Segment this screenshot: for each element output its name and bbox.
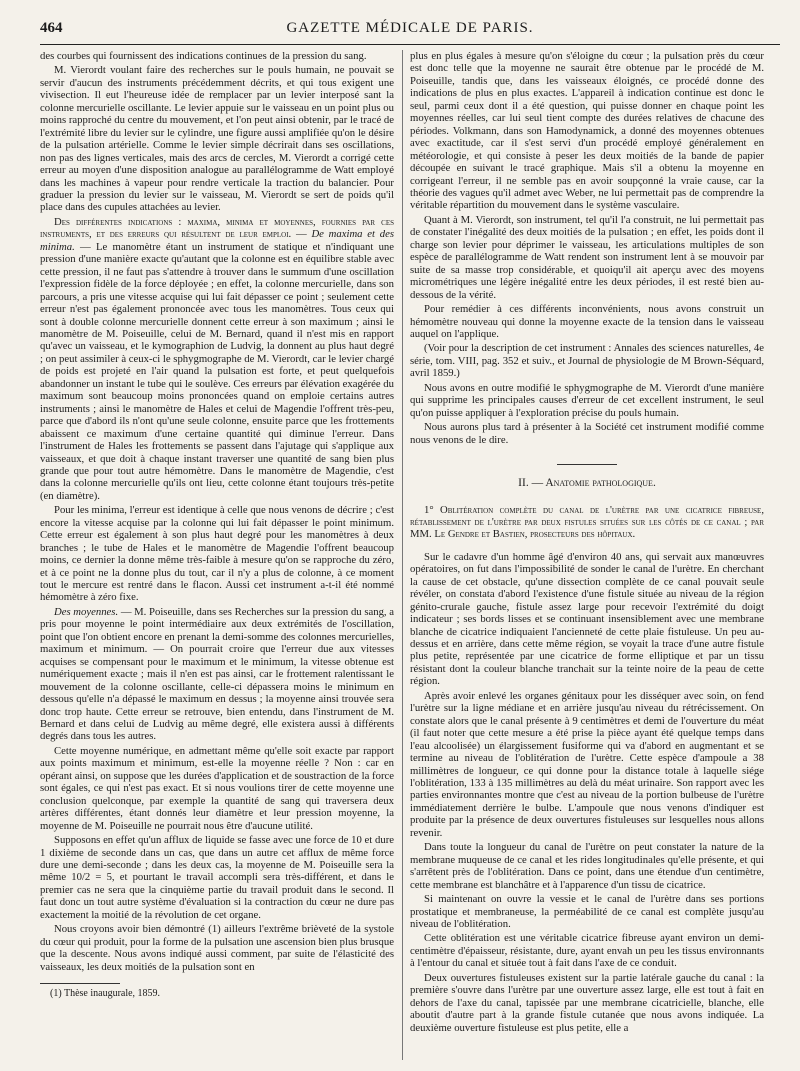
section-title: II. — Anatomie pathologique. xyxy=(518,477,656,490)
section-heading: Des différentes indications : maxima, minima et moyennes, fournies par ces instruments, et des erreurs qui résultent de leur emploi. xyxy=(40,215,394,241)
paragraph: Dans toute la longueur du canal de l'urètre on peut constater la nature de la membrane muqueuse de ce canal et les rides longitudinales qu'elle présente, et qui s'arrêtent près de l'oblitération. Dans ce point, dans une étendue d'un centimètre, cette membrane est blanchâtre et à l'apparence d'un tissu de cicatrice. xyxy=(410,841,764,891)
article-subtitle: 1° Oblitération complète du canal de l'urètre par une cicatrice fibreuse, rétablissement de l'urètre par deux fistules situées sur les côtés de ce canal ; par MM. Le Gendre et Bastien, prosecteurs des hôpitaux. xyxy=(410,503,764,541)
paragraph: M. Vierordt voulant faire des recherches sur le pouls humain, ne pouvait se servir d'aucun des instruments précédemment décrits, et qui tous exigent une vivisection. Il eut l'heureuse idée de remplacer par un levier interposé sant la colonne mercurielle oscillante. Le levier appuie sur le vaisseau en un point plus ou moins rapproché du centre du mouvement, et l'on peut ainsi obtenir, par le tracé de l'extrémité libre du levier sur le cylindre, une figure aussi amplifiée qu'on le désire de la pulsation artérielle. Comme le levier simple décrirait dans ses oscillations, non pas des lignes verticales, mais des arcs de cercles, M. Vierordt a corrigé cette erreur au moyen d'une disposition analogue au parallélogramme de Watt employé dans les machines à vapeur pour rendre verticale la traction du balancier. Pour graduer la pression du levier sur le vaisseau, M. Vierordt se sert de poids qu'il place dans des cupules attachées au levier. xyxy=(40,64,394,214)
right-column xyxy=(410,50,764,1036)
footnote-rule xyxy=(40,983,120,984)
subheading: Des moyennes. xyxy=(54,605,119,618)
paragraph-text: — Le manomètre étant un instrument de statique et n'indiquant une pression d'une manière exacte qu'autant que la colonne est en équilibre stable avec cette pression, il ne faut pas s'attendre à trouver dans le summum d'une oscillation l'expression fidèle de la force déployée ; en effet, la colonne mercurielle, dans son parcours, a pris une vitesse acquise qui lui fait dépasser ce point ; seulement cette erreur n'est pas également prononcée avec tous les manomètres. Tous ceux qui sont à double colonne mercurielle donnent cette erreur à son maximum ; ainsi le manomètre de M. Poiseuille, celui de M. Bernard, quand il n'est mis en rapport qu'avec un vaisseau, et le kymographion de Ludvig, la donnent au plus haut degré ; on peut assimiler à ceux-ci le sphygmographe de M. Vierordt, car le levier chargé de poids est projeté en l'air quand la pulsation est forte, et peut quelquefois abandonner un instant le tube qui le soulève. Ces erreurs par élévation exagérée du maximum sont beaucoup moins prononcées quand on emploie certains autres instruments ; ainsi le manomètre de Hales et celui de Magendie l'offrent très-peu, parce que d'abord ils n'ont qu'une seule colonne, ensuite parce que les frottements abaissent ce maximum d'une certaine quantité qui diminue l'erreur. Dans l'instrument de Hales les frottements se passent dans l'ajutage qui s'applique aux vaisseaux, et que doit à chaque instant traverser une quantité de sang bien plus grande que pour tout autre hémomètre. Dans le manomètre de Magendie, c'est dans la colonne mercurielle qu'ils ont lieu, cette colonne étant toujours très-petite (en diamètre). xyxy=(40,240,395,502)
paragraph: plus en plus égales à mesure qu'on s'éloigne du cœur ; la pulsation près du cœur est donc telle que la moyenne ne saurait être obtenue par le procédé de M. Poiseuille, tandis que, dans les vaisseaux éloignés, ce procédé donne des indications de plus en plus exactes. L'appareil à indication continue est donc le seul, parmi ceux dont il a été question, qui puisse donner en chaque point les moyennes réelles, car lui seul tient compte des durées relatives de chacune des périodes. Volkmann, dans son Hamodynamick, a donné des moyennes obtenues avec exactitude, car il s'est servi d'un procédé employé généralement en météorologie, et qui consiste à peser les deux moitiés de la bande de papier découpée en suivant le tracé graphique. Mais s'il a obtenu la moyenne en corrigeant l'erreur, il ne semble pas en avoir soupçonné la vraie cause, car la théorie des vagues qu'il admet avec Weber, ne lui permettait pas de comprendre la véritable répartition du mouvement dans le système vasculaire. xyxy=(410,50,764,212)
page-number: 464 xyxy=(40,20,63,36)
paragraph: Des différentes indications : maxima, minima et moyennes, fournies par ces instruments, et des erreurs qui résultent de leur emploi. — De maxima et des minima. — Le manomètre étant un instrument de statique et n'indiquant une pression d'une manière exacte qu'autant que la colonne est en équilibre stable avec cette pression, il ne faut pas s'attendre à trouver dans le summum d'une oscillation l'expression fidèle de la force déployée ; en effet, la colonne mercurielle, dans son parcours, a pris une vitesse acquise qui lui fait dépasser ce point ; seulement cette erreur n'est pas également prononcée avec tous les manomètres. Tous ceux qui sont à double colonne mercurielle donnent cette erreur à son maximum ; ainsi le manomètre de M. Poiseuille, celui de M. Bernard, quand il n'est mis en rapport qu'avec un vaisseau, et le kymographion de Ludvig, la donnent au plus haut degré ; on peut assimiler à ceux-ci le sphygmographe de M. Vierordt, car le levier chargé de poids est projeté en l'air quand la pulsation est forte, et peut quelquefois abandonner un instant le tube qui le soulève. Ces erreurs par élévation exagérée du maximum sont beaucoup moins prononcées quand on emploie certains autres instruments ; ainsi le manomètre de Hales et celui de Magendie l'offrent très-peu, parce que d'abord ils n'ont qu'une seule colonne, ensuite parce que les frottements abaissent ce maximum d'une certaine quantité qui diminue l'erreur. Dans l'instrument de Hales les frottements se passent dans l'ajutage qui s'applique aux vaisseaux, et que doit à chaque instant traverser une quantité de sang bien plus grande que pour tout autre hémomètre. Dans le manomètre de Magendie, c'est dans la colonne mercurielle qu'ils ont lieu, cette colonne étant toujours très-petite (en diamètre). xyxy=(40,215,395,502)
paragraph: Pour les minima, l'erreur est identique à celle que nous venons de décrire ; c'est encore la vitesse acquise par la colonne qui lui fait dépasser le point minimum. Cette erreur est également à son plus haut degré pour les manomètres à deux branches ; le tube de Hales et le manomètre de Magendie l'offrent beaucoup moins, ce dernier la donne même très-faible à mesure qu'on se rapproche du zéro, et à ce point ne la donne plus du tout, car il n'y a plus de colonne, à ce moment tout le mercure est rentré dans le flacon. Aussi cet instrument a-t-il été nommé hémomètre à zéro fixe. xyxy=(40,504,394,604)
paragraph: Si maintenant on ouvre la vessie et le canal de l'urètre dans ses portions prostatique et membraneuse, la perméabilité de ce canal est complète jusqu'au niveau de l'oblitération. xyxy=(410,893,764,930)
paragraph: Quant à M. Vierordt, son instrument, tel qu'il l'a construit, ne lui permettait pas de constater l'inégalité des deux moitiés de la pulsation ; en effet, les poids dont il charge son levier pour déprimer le vaisseau, les articulations multiples de son espèce de parallélogramme de Watt rendent son instrument lent à se mouvoir par suite de sa masse trop considérable, et quoiqu'il ait aperçu avec des moyens micrométriques une légère inégalité entre les deux périodes, il est resté bien au-dessous de la vérité. xyxy=(410,213,764,301)
paragraph: Cette oblitération est une véritable cicatrice fibreuse ayant environ un demi-centimètre d'épaisseur, résistante, dure, ayant envah un peu les tissus environnants à l'entour du canal et située tout à fait dans l'axe de ce conduit. xyxy=(410,932,764,970)
paragraph: Nous avons en outre modifié le sphygmographe de M. Vierordt d'une manière qui supprime les principales causes d'erreur de cet excellent instrument, le seul qu'on puisse appliquer à l'exploration précise du pouls humain. xyxy=(410,381,764,419)
paragraph-text: — M. Poiseuille, dans ses Recherches sur la pression du sang, a pris pour moyenne le point intermédiaire aux deux extrémités de l'oscillation, point que l'on obtient encore en prenant la demi-somme des colonnes mercurielles, maximum et minimum. — On pourrait croire que l'erreur due aux vitesses acquises se compensant pour le maximum et le minimum, la vitesse obtenue est numériquement exacte ; mais il n'en est pas ainsi, car le frottement ralentissant le mouvement de la colonne oscillante, celle-ci dépassera moins le minimum en dessous qu'elle n'a dépassé le maximum en dessus ; la moyenne ainsi trouvée sera donc trop haute. Cette erreur se retrouve, bien entendu, dans l'instrument de M. Bernard et dans celui de Ludvig au même degré, elle existera aussi à différents degrés dans tous les autres. xyxy=(40,605,395,743)
left-column xyxy=(40,50,394,1003)
newspaper-page xyxy=(40,14,780,1064)
page-header xyxy=(40,14,780,45)
journal-title: GAZETTE MÉDICALE DE PARIS. xyxy=(286,20,534,36)
section-rule xyxy=(557,464,617,465)
paragraph: des courbes qui fournissent des indications continues de la pression du sang. xyxy=(40,50,367,62)
column-divider xyxy=(402,50,403,1060)
paragraph: (Voir pour la description de cet instrument : Annales des sciences naturelles, 4e série, tom. VIII, pag. 352 et suiv., et Journal de physiologie de M Brown-Séquard, avril 1859.) xyxy=(410,342,764,380)
paragraph: Nous aurons plus tard à présenter à la Société cet instrument modifié comme nous venons de le dire. xyxy=(410,421,764,446)
paragraph: Après avoir enlevé les organes génitaux pour les disséquer avec soin, on fend l'urètre sur la ligne médiane et en arrière jusqu'au niveau du rétrécissement. On constate alors que le canal présente à 9 centimètres et demi de l'ouverture du méat (il faut noter que cette mesure a été prise la pièce ayant été quelque temps dans l'eau alcoolisée) un élargissement fusiforme qui va d'abord en augmentant et se termine au niveau de l'oblitération de l'urètre. Cette espèce d'ampoule a 38 millimètres de longueur, ce qui donne pour la distance totale à laquelle siége l'oblitération, 133 à 135 millimètres au delà du méat urinaire. Son rapport avec les parties environnantes montre que c'est au niveau de la portion bulbeuse de l'urètre immédiatement derrière le bulbe. L'ampoule que nous venons d'indiquer est produite par la présence de deux ouvertures fistuleuses sur lesquelles nous allons revenir. xyxy=(410,689,764,839)
paragraph: Nous croyons avoir bien démontré (1) ailleurs l'extrême brièveté de la systole du cœur qui produit, pour la forme de la pulsation une ascension bien plus brusque que la descente. Nous avons indiqué aussi comment, par suite de l'élasticité des vaisseaux, les deux moitiés de la pulsation sont en xyxy=(40,923,394,973)
paragraph: Sur le cadavre d'un homme âgé d'environ 40 ans, qui servait aux manœuvres opératoires, on fut dans l'impossibilité de sonder le canal de l'urètre. En cherchant la cause de cet obstacle, qu'une dissection complète de ce canal pouvait seule révéler, on constata d'abord l'existence d'une fistule située au niveau de la région génito-crurale gauche, fistule assez large pour recevoir l'extrémité du doigt indicateur ; ses bords lisses et se continuant insensiblement avec une membrane blanche de cicatrice indiquaient l'ancienneté de cette plaie fistuleuse. Un peu au-dessus et en arrière, dans cette même région, se voyait la trace d'une autre fistule plus petite, représentée par une cicatrice de forme elliptique et par un tissu résistant dont la couleur blanche tranchait sur la teinte noire de la peau de cette région. xyxy=(410,550,764,688)
paragraph xyxy=(40,606,394,743)
footnote: (1) Thèse inaugurale, 1859. xyxy=(50,988,161,1000)
subheading: De maxima et des minima. xyxy=(40,228,394,253)
paragraph: Supposons en effet qu'un afflux de liquide se fasse avec une force de 10 et dure 1 dixième de seconde dans un cas, que dans un autre cet afflux de même force dure une demi-seconde ; dans les deux cas, la moyenne de M. Poiseuille sera la même 10/2 = 5, et pourtant le travail accompli sera très-différent, et dans le premier cas ne sera que la cinquième partie du travail produit dans le second. Il faut donc un tout autre système d'évaluation si la contraction du cœur ne dure pas exactement la moitié de la révolution de cet organe. xyxy=(40,834,394,921)
section-title-block xyxy=(410,464,764,489)
paragraph: Deux ouvertures fistuleuses existent sur la partie latérale gauche du canal : la première s'ouvre dans l'urètre par une ouverture assez large, elle est tout à fait en dehors de l'axe du canal, tapissée par une membrane cicatricielle, blanche, elle aboutit d'autre part à la grande fistule cutanée que nous avons indiquée. La deuxième ouverture fistuleuse est plus petite, elle a xyxy=(410,971,764,1034)
paragraph: Pour remédier à ces différents inconvénients, nous avons construit un hémomètre nouveau qui donne la moyenne exacte de la tension dans le vaisseau auquel on l'applique. xyxy=(410,303,764,340)
paragraph: Cette moyenne numérique, en admettant même qu'elle soit exacte par rapport aux points maximum et minimum, est-elle la moyenne réelle ? Non : car en opérant ainsi, on suppose que les durées d'application et de soustraction de la force sont égales, ce qui n'est pas exact. Et si nous voulions tirer de cette moyenne une conclusion quelconque, par exemple la quantité de sang qui traversera deux artères différentes, étant donnés leur diamètre et leur pression moyenne, la moyenne de M. Poiseuille ne pourrait nous être d'aucune utilité. xyxy=(40,744,394,832)
